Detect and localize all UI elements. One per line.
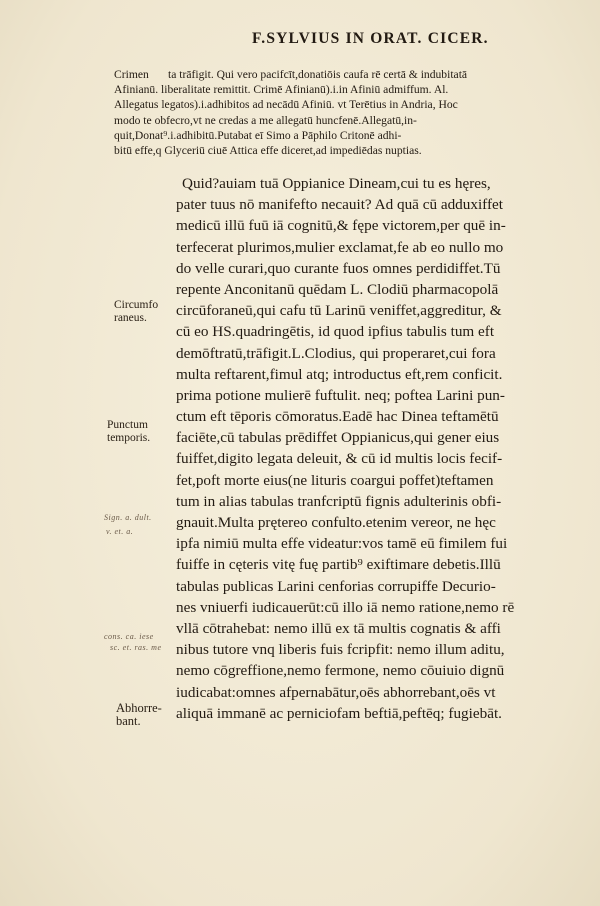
text-line: circūforaneū,qui cafu tū Larinū veniffet,aggreditur, & (176, 302, 502, 320)
commentary-gloss (114, 67, 584, 158)
margin-note-punctum-temporis: Punctum temporis. (107, 419, 151, 444)
text-line: aliquā immanē ac perniciofam beftiā,peftēq; fugiebāt. (176, 704, 502, 722)
gloss-line (114, 67, 584, 82)
text-line: medicū illū fuū iā cognitū,& fępe victorem,per quē in- (176, 217, 506, 235)
text-line: gnauit.Multa prętereo confulto.etenim vereor, ne hęc (176, 514, 496, 531)
gloss-text: quit,Donat⁹.i.adhibitū.Putabat eī Simo a Pāphilo Critonē adhi- (114, 128, 402, 142)
text-line: multa reftarent,fimul atq; introductus eft,rem conficit. (176, 365, 503, 383)
handwritten-annotation: sc. et. ras. me (110, 643, 162, 652)
text-line: vllā cōtrahebat: nemo illū ex tā multis cognatis & affi (176, 619, 501, 637)
text-line: terfecerat plurimos,mulier exclamat,fe ab eo nullo mo (176, 238, 504, 256)
gloss-text: Allegatus legatos).i.adhibitos ad necādū Afiniū. vt Terētius in Andria, Hoc (114, 98, 458, 112)
gloss-lemma: Crimen (114, 68, 149, 81)
text-line: prima potione mulierē fuftulit. neq; poftea Larini pun- (176, 386, 505, 404)
margin-note-circumforaneus: Circumfo raneus. (114, 299, 159, 324)
oration-text (176, 173, 586, 724)
handwritten-annotation: Sign. a. dult. (104, 513, 152, 522)
gloss-text: ta trāfigit. Qui vero pacifcīt,donatiōis caufa rē certā & indubitatā (168, 68, 468, 81)
text-line: ipfa nimiū multa effe videatur:vos tamē eū fimilem fui (176, 535, 508, 553)
gloss-line (114, 128, 584, 143)
handwritten-annotation: cons. ca. iese (104, 632, 154, 641)
text-line: fet,poft morte eius(ne lituris coargui poffet)teftamen (176, 471, 494, 489)
margin-note-abhorrebant: Abhorre- bant. (116, 701, 162, 728)
text-line: nes vniuerfi iudicauerūt:cū illo iā nemo ratione,nemo rē (176, 598, 515, 616)
gloss-line (114, 113, 584, 128)
text-line: iudicabat:omnes afpernabātur,oēs abhorrebant,oēs vt (176, 683, 496, 701)
text-line: fuiffe in cęteris vitę fuę partib⁹ exiftimare debetis.Illū (176, 556, 501, 574)
text-line: cū eo HS.quadringētis, id quod ipfius tabulis tum eft (176, 323, 495, 341)
text-line: repente Anconitanū quēdam L. Clodiū pharmacopolā (176, 280, 499, 298)
gloss-line (114, 143, 584, 158)
text-line: pater tuus nō manifefto necauit? Ad quā cū adduxiffet (176, 196, 503, 214)
gloss-text: bitū effe,q Glyceriū ciuē Attica effe diceret,ad impediēdas nuptias. (114, 143, 422, 157)
text-line: do velle curari,quo curante fuos omnes perdidiffet.Tū (176, 259, 501, 277)
handwritten-annotation: v. et. a. (106, 527, 134, 536)
text-line: tabulas publicas Larini cenforias corrupiffe Decurio- (176, 577, 496, 595)
running-head: F.SYLVIUS IN ORAT. CICER. (252, 30, 489, 47)
text-line: tum in alias tabulas tranfcriptū fignis adulterinis obfi- (176, 492, 502, 510)
text-line: Quid?auiam tuā Oppianice Dineam,cui tu es hęres, (182, 175, 491, 192)
text-line: nemo cōgreffione,nemo fermone, nemo cōuiuio dignū (176, 662, 505, 680)
text-line: demōftratū,trāfigit.L.Clodius, qui properaret,cui fora (176, 344, 496, 362)
gloss-line (114, 97, 584, 112)
text-line: nibus tutore vnq liberis fuis fcripfit: nemo illum aditu, (176, 641, 505, 659)
gloss-text: Afinianū. liberalitate remittit. Crimē Afinianū).i.in Afiniū admiffum. Al. (114, 83, 449, 97)
text-line: ctum eft tēporis cōmoratus.Eadē hac Dinea teftamētū (176, 408, 499, 426)
gloss-line (114, 82, 584, 97)
text-line: faciēte,cū tabulas prēdiffet Oppianicus,qui gener eius (176, 429, 500, 447)
gloss-text: modo te obfecro,vt ne credas a me allegatū huncfenē.Allegatū,in- (114, 113, 417, 127)
text-line: fuiffet,digito legata deleuit, & cū id multis locis fecif- (176, 450, 503, 468)
